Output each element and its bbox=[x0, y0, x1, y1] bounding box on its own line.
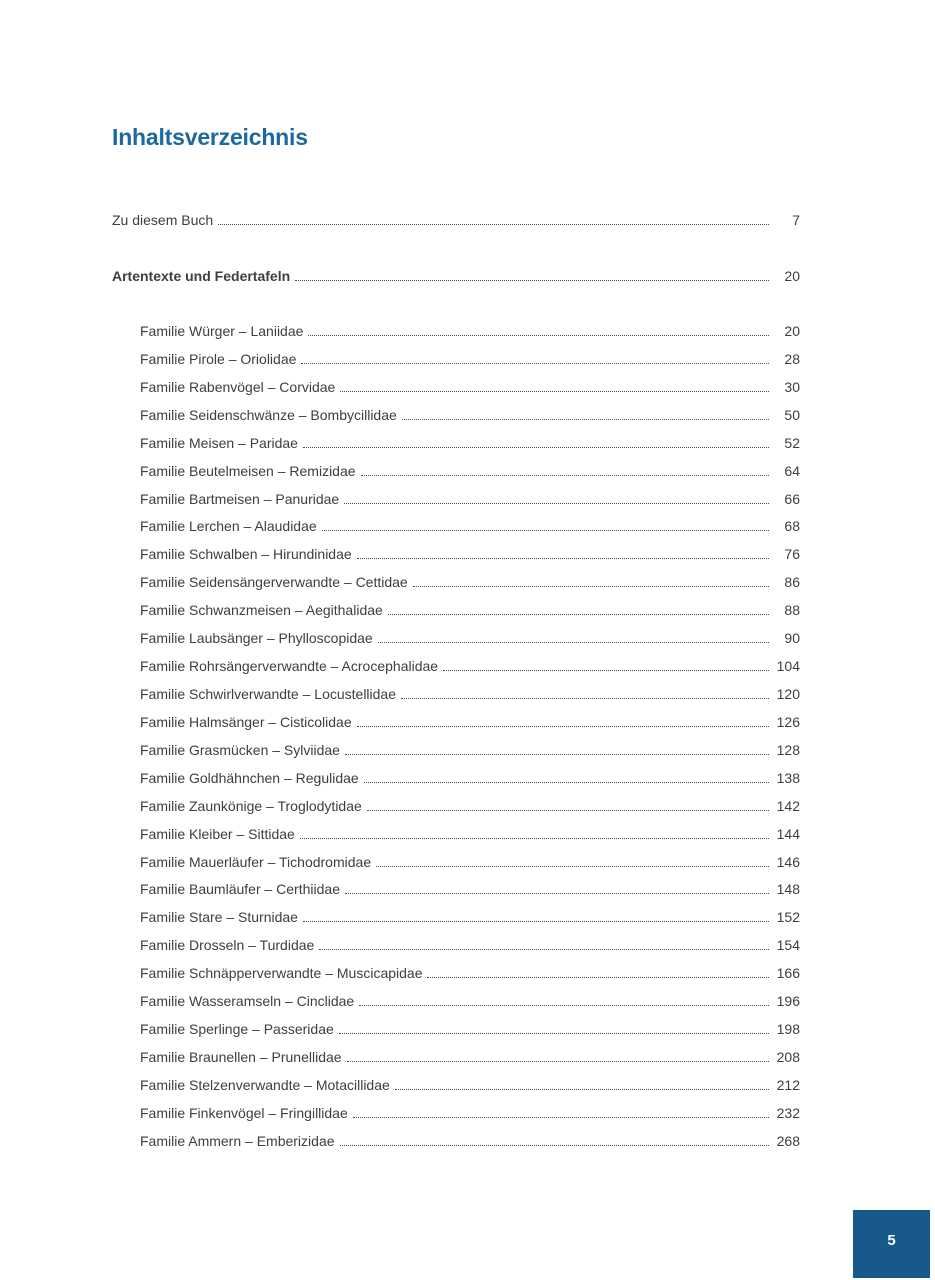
toc-entry bbox=[140, 597, 800, 625]
toc-entry-page-number: 7 bbox=[792, 212, 800, 228]
toc-entry bbox=[140, 430, 800, 458]
dotted-leader bbox=[359, 1003, 769, 1006]
dotted-leader bbox=[357, 556, 769, 559]
dotted-leader bbox=[303, 445, 769, 448]
toc-entry-page-number: 66 bbox=[784, 490, 800, 507]
dotted-leader bbox=[319, 947, 769, 950]
toc-entry-label: Familie Finkenvögel – Fringillidae bbox=[140, 1104, 348, 1121]
toc-entry-label: Zu diesem Buch bbox=[112, 212, 214, 228]
toc-entry-label: Familie Pirole – Oriolidae bbox=[140, 350, 297, 367]
toc-entry bbox=[140, 1016, 800, 1044]
toc-entry-artentexte bbox=[112, 267, 800, 285]
toc-entry-page-number: 30 bbox=[784, 378, 800, 395]
toc-entry-page-number: 52 bbox=[784, 434, 800, 451]
toc-entry bbox=[140, 793, 800, 821]
toc-entry-page-number: 208 bbox=[776, 1048, 800, 1065]
toc-entry-page-number: 86 bbox=[784, 574, 800, 591]
dotted-leader bbox=[388, 612, 769, 615]
toc-entry bbox=[140, 318, 800, 346]
toc-entry-label: Familie Braunellen – Prunellidae bbox=[140, 1048, 342, 1065]
toc-entry-page-number: 20 bbox=[784, 323, 800, 339]
toc-entry bbox=[140, 904, 800, 932]
toc-entry-page-number: 128 bbox=[776, 741, 800, 758]
toc-entry bbox=[140, 513, 800, 541]
toc-entry bbox=[140, 1072, 800, 1100]
dotted-leader bbox=[339, 1031, 769, 1034]
dotted-leader bbox=[353, 1115, 769, 1118]
toc-entry-page-number: 154 bbox=[776, 937, 800, 954]
toc-entry-page-number: 144 bbox=[776, 825, 800, 842]
toc-entry bbox=[140, 1100, 800, 1128]
toc-entry-label: Familie Laubsänger – Phylloscopidae bbox=[140, 630, 373, 647]
toc-entry-page-number: 104 bbox=[776, 658, 800, 675]
toc-entry bbox=[140, 1044, 800, 1072]
toc-entry-page-number: 68 bbox=[784, 518, 800, 535]
toc-entry-label: Familie Rohrsängerverwandte – Acrocephalidae bbox=[140, 658, 439, 675]
toc-entry-label: Familie Sperlinge – Passeridae bbox=[140, 1021, 334, 1038]
toc-entry-page-number: 152 bbox=[776, 909, 800, 926]
toc-entry-label: Familie Schwirlverwandte – Locustellidae bbox=[140, 685, 397, 702]
dotted-leader bbox=[300, 836, 769, 839]
dotted-leader bbox=[378, 640, 769, 643]
toc-entry-page-number: 166 bbox=[776, 965, 800, 982]
dotted-leader bbox=[345, 891, 769, 894]
toc-entry-page-number: 120 bbox=[776, 685, 800, 702]
dotted-leader bbox=[364, 780, 769, 783]
toc-entry bbox=[140, 346, 800, 374]
toc-entry-page-number: 268 bbox=[776, 1132, 800, 1149]
toc-entry bbox=[140, 709, 800, 737]
toc-entry bbox=[140, 486, 800, 514]
toc-entry-label: Familie Seidenschwänze – Bombycillidae bbox=[140, 406, 397, 423]
toc-entry-label: Familie Ammern – Emberizidae bbox=[140, 1132, 335, 1149]
toc-entry-page-number: 138 bbox=[776, 769, 800, 786]
toc-entry-page-number: 212 bbox=[776, 1076, 800, 1093]
dotted-leader bbox=[303, 919, 769, 922]
toc-entry bbox=[140, 960, 800, 988]
toc-entry-label: Artentexte und Federtafeln bbox=[112, 268, 291, 284]
toc-entry bbox=[140, 876, 800, 904]
page-number: 5 bbox=[887, 1231, 896, 1249]
toc-entry bbox=[140, 374, 800, 402]
toc-entry-zu-diesem-buch bbox=[112, 211, 800, 229]
toc-entry-label: Familie Lerchen – Alaudidae bbox=[140, 518, 317, 535]
toc-entry-label: Familie Wasseramseln – Cinclidae bbox=[140, 993, 355, 1010]
toc-entry bbox=[140, 541, 800, 569]
toc-entry-page-number: 50 bbox=[784, 406, 800, 423]
toc-entry-label: Familie Mauerläufer – Tichodromidae bbox=[140, 853, 372, 870]
dotted-leader bbox=[344, 501, 769, 504]
dotted-leader bbox=[401, 696, 769, 699]
dotted-leader bbox=[443, 668, 769, 671]
toc-entry bbox=[140, 569, 800, 597]
dotted-leader bbox=[340, 1143, 769, 1146]
toc-entry-label: Familie Beutelmeisen – Remizidae bbox=[140, 462, 356, 479]
dotted-leader bbox=[218, 222, 769, 225]
dotted-leader bbox=[413, 584, 769, 587]
dotted-leader bbox=[427, 975, 769, 978]
toc-entry-page-number: 64 bbox=[784, 462, 800, 479]
toc-entry bbox=[140, 681, 800, 709]
dotted-leader bbox=[345, 752, 769, 755]
page-number-badge bbox=[853, 1210, 930, 1278]
toc-entry-page-number: 232 bbox=[776, 1104, 800, 1121]
toc-entry bbox=[140, 821, 800, 849]
toc-entry-page-number: 148 bbox=[776, 881, 800, 898]
dotted-leader bbox=[376, 864, 769, 867]
toc-entry bbox=[140, 1128, 800, 1156]
toc-entry bbox=[140, 765, 800, 793]
toc-entry-page-number: 196 bbox=[776, 993, 800, 1010]
dotted-leader bbox=[367, 808, 769, 811]
family-entries-list bbox=[140, 318, 800, 1156]
dotted-leader bbox=[395, 1087, 769, 1090]
toc-entry bbox=[140, 653, 800, 681]
toc-entry-label: Familie Zaunkönige – Troglodytidae bbox=[140, 797, 362, 814]
toc-entry-label: Familie Drosseln – Turdidae bbox=[140, 937, 315, 954]
toc-entry-label: Familie Meisen – Paridae bbox=[140, 434, 298, 451]
dotted-leader bbox=[295, 278, 769, 281]
toc-entry-label: Familie Grasmücken – Sylviidae bbox=[140, 741, 340, 758]
toc-entry-label: Familie Schwalben – Hirundinidae bbox=[140, 546, 352, 563]
toc-entry bbox=[140, 988, 800, 1016]
toc-entry-label: Familie Baumläufer – Certhiidae bbox=[140, 881, 340, 898]
toc-entry-page-number: 28 bbox=[784, 350, 800, 367]
toc-entry-label: Familie Stare – Sturnidae bbox=[140, 909, 298, 926]
toc-entry bbox=[140, 932, 800, 960]
toc-entry-page-number: 126 bbox=[776, 713, 800, 730]
dotted-leader bbox=[347, 1059, 769, 1062]
toc-entry-page-number: 198 bbox=[776, 1021, 800, 1038]
dotted-leader bbox=[340, 389, 769, 392]
toc-entry-label: Familie Goldhähnchen – Regulidae bbox=[140, 769, 359, 786]
toc-entry bbox=[140, 402, 800, 430]
toc-entry bbox=[140, 849, 800, 877]
toc-entry-page-number: 76 bbox=[784, 546, 800, 563]
dotted-leader bbox=[361, 473, 769, 476]
toc-entry-page-number: 88 bbox=[784, 602, 800, 619]
toc-entry-label: Familie Rabenvögel – Corvidae bbox=[140, 378, 336, 395]
toc-entry-page-number: 20 bbox=[784, 268, 800, 284]
toc-entry-page-number: 142 bbox=[776, 797, 800, 814]
dotted-leader bbox=[301, 361, 769, 364]
toc-entry-label: Familie Schnäpperverwandte – Muscicapidae bbox=[140, 965, 423, 982]
toc-entry-label: Familie Bartmeisen – Panuridae bbox=[140, 490, 340, 507]
toc-entry-label: Familie Halmsänger – Cisticolidae bbox=[140, 713, 352, 730]
toc-entry-label: Familie Würger – Laniidae bbox=[140, 323, 304, 339]
page-title: Inhaltsverzeichnis bbox=[112, 124, 308, 150]
toc-entry-label: Familie Seidensängerverwandte – Cettidae bbox=[140, 574, 408, 591]
toc-entry-label: Familie Stelzenverwandte – Motacillidae bbox=[140, 1076, 390, 1093]
dotted-leader bbox=[402, 417, 769, 420]
toc-entry-page-number: 90 bbox=[784, 630, 800, 647]
toc-entry-page-number: 146 bbox=[776, 853, 800, 870]
toc-entry bbox=[140, 737, 800, 765]
dotted-leader bbox=[357, 724, 769, 727]
dotted-leader bbox=[322, 528, 769, 531]
toc-entry-label: Familie Schwanzmeisen – Aegithalidae bbox=[140, 602, 383, 619]
toc-entry bbox=[140, 625, 800, 653]
toc-entry-label: Familie Kleiber – Sittidae bbox=[140, 825, 295, 842]
dotted-leader bbox=[308, 333, 769, 336]
toc-entry bbox=[140, 458, 800, 486]
